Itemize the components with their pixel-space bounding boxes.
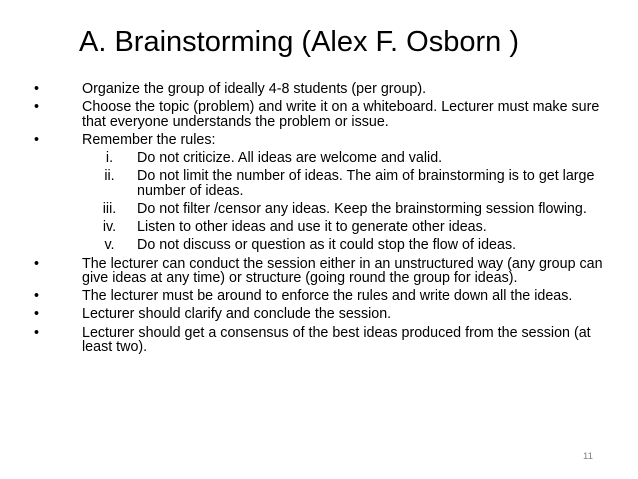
bullet-icon: • [34,81,40,97]
rule-text: Listen to other ideas and use it to generate other ideas. [137,219,487,236]
list-item-text: Lecturer should clarify and conclude the session. [82,306,392,323]
list-item-text: The lecturer must be around to enforce the rules and write down all the ideas. [82,288,573,305]
list-item [34,100,624,129]
list-item-text: The lecturer can conduct the session either in an unstructured way (any group can give ideas at any time) or structure (going round the group for ideas). [82,255,603,286]
slide-title: A. Brainstorming (Alex F. Osborn ) [79,26,519,58]
bullet-icon: • [34,99,40,116]
rule-item [34,169,624,198]
rule-number: iv. [102,219,117,236]
list-item-text: Organize the group of ideally 4-8 students (per group). [82,81,427,97]
rule-item [34,151,624,166]
list-item [34,257,624,286]
rule-number: v. [104,237,115,254]
rule-item [34,220,624,235]
rule-text: Do not filter /censor any ideas. Keep the brainstorming session flowing. [137,200,587,217]
bullet-icon: • [34,288,40,305]
list-item-text: Remember the rules: [82,131,216,148]
rule-text: Do not limit the number of ideas. The aim of brainstorming is to get large number of ideas. [137,168,595,199]
bullet-icon: • [34,131,40,148]
rule-number: i. [105,150,114,167]
bullet-icon: • [34,324,40,341]
list-item [34,82,624,97]
rule-number: ii. [104,168,115,185]
list-item-text: Lecturer should get a consensus of the best ideas produced from the session (at least two). [82,324,591,356]
list-item [34,307,624,322]
list-item [34,289,624,304]
rule-text: Do not discuss or question as it could stop the flow of ideas. [137,237,517,254]
rule-item [34,238,624,253]
rule-item [34,202,624,217]
rule-text: Do not criticize. All ideas are welcome and valid. [137,150,443,167]
list-item [34,326,624,355]
bullet-icon: • [34,306,40,323]
bullet-list [34,82,624,358]
list-item [34,133,624,148]
rule-number: iii. [102,200,117,217]
page-number: 11 [583,451,593,462]
bullet-icon: • [34,255,40,272]
list-item-text: Choose the topic (problem) and write it on a whiteboard. Lecturer must make sure that everyone understands the problem or issue. [82,99,600,130]
